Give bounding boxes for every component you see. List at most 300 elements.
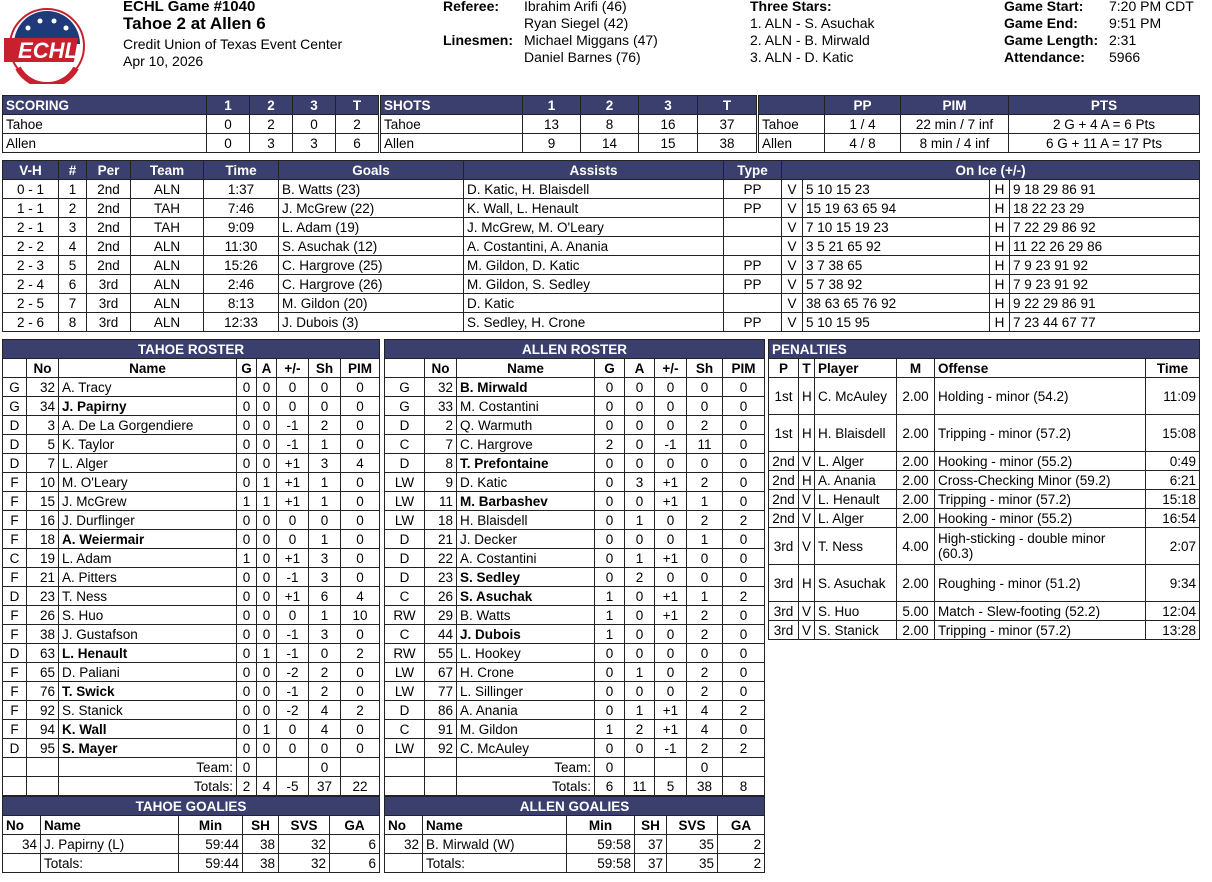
goalie-totals-row [385,854,765,873]
table-cell: 3rd [769,621,799,640]
table-cell: D [385,549,425,568]
table-cell: 32 [425,378,457,397]
table-cell: 0 [655,568,687,587]
table-cell: 2 [341,644,380,663]
table-cell: 6:21 [1146,471,1200,490]
table-cell: 5 10 15 95 [803,313,990,332]
table-cell: 0 [625,530,655,549]
star-2: 2. ALN - B. Mirwald [750,32,870,48]
roster-row [385,492,765,511]
table-cell: +1 [655,720,687,739]
table-cell: D. Katic [457,473,595,492]
table-cell: 6 [309,587,341,606]
roster-row [385,663,765,682]
penalties-header-row [769,359,1200,378]
table-cell: L. Sillinger [457,682,595,701]
table-cell: 1 [257,473,277,492]
table-cell: L. Hookey [457,644,595,663]
penalty-row [769,565,1200,602]
table-cell: 0 [687,644,723,663]
table-cell: G [3,378,27,397]
table-cell: 0 [277,397,309,416]
empty-cell [385,777,425,796]
table-cell: 2.00 [897,490,935,509]
column-header: P [769,359,799,378]
table-cell: 1 [595,720,625,739]
table-cell: 34 [27,397,59,416]
table-cell: 0 [257,701,277,720]
table-cell: 2 [341,701,380,720]
table-cell: F [3,473,27,492]
table-cell: Totals: [457,777,595,796]
table-cell: 0 [257,682,277,701]
table-cell: 4 [257,777,277,796]
table-cell: F [3,606,27,625]
table-cell: A. Tracy [59,378,237,397]
table-cell: 10 [341,606,380,625]
table-cell: +1 [655,549,687,568]
table-cell: 77 [425,682,457,701]
table-cell: 1 [687,587,723,606]
linesmen-label: Linesmen: [443,32,514,48]
table-cell: L. Henault [59,644,237,663]
table-cell: 2.00 [897,452,935,471]
table-cell: 16 [27,511,59,530]
table-cell: 4 / 8 [825,134,901,153]
table-cell: 0 [595,644,625,663]
table-cell: 2nd [87,218,131,237]
table-cell: Tripping - minor (57.2) [935,490,1146,509]
table-cell: 11 22 26 29 86 [1010,237,1200,256]
table-cell: 3rd [87,275,131,294]
table-cell: LW [385,492,425,511]
table-cell: 0 [723,416,765,435]
table-cell: J. Dubois (3) [279,313,464,332]
table-cell: +1 [655,606,687,625]
table-cell: 65 [27,663,59,682]
table-cell: 0 [341,397,380,416]
table-cell [277,758,309,777]
table-cell: 0 [595,663,625,682]
table-cell: 0 [237,397,257,416]
column-header: 2 [581,96,639,115]
column-header: V-H [3,161,59,180]
table-cell: 0 [257,530,277,549]
table-cell: 0 [257,663,277,682]
table-cell: 9 22 29 86 91 [1010,294,1200,313]
table-cell: 0 [595,701,625,720]
table-cell: 5 7 38 92 [803,275,990,294]
penalties-table [768,339,1200,640]
table-cell: 1 - 1 [3,199,59,218]
table-cell: 0 [341,492,380,511]
column-header: Goals [279,161,464,180]
table-cell: 35 [667,854,718,873]
table-cell: 0 [687,549,723,568]
table-cell: 2 [718,854,765,873]
table-cell: RW [385,606,425,625]
table-cell: F [3,568,27,587]
table-cell: 0 [277,530,309,549]
table-cell: 0 [655,682,687,701]
table-cell: 0 [341,720,380,739]
table-cell: 38 63 65 76 92 [803,294,990,313]
table-cell: L. Alger [59,454,237,473]
roster-row [3,568,380,587]
table-cell: 92 [425,739,457,758]
table-cell: 0 [257,568,277,587]
table-cell: Totals: [423,854,567,873]
empty-cell [3,777,27,796]
table-cell: 0 [341,378,380,397]
table-cell: 2 [237,777,257,796]
table-cell: 2 [425,416,457,435]
table-cell: V [799,528,815,565]
table-cell: 0 [723,720,765,739]
table-cell: 7 [27,454,59,473]
shots-table [380,95,757,153]
roster-row [3,378,380,397]
table-cell: -2 [277,701,309,720]
table-cell: 3 [59,218,87,237]
scoring-row [3,134,379,153]
table-cell: 0 [723,568,765,587]
table-cell: 2 [687,606,723,625]
table-cell: 2 [723,587,765,606]
table-cell: +1 [277,549,309,568]
table-cell: RW [385,644,425,663]
tahoe-goalies-header-row [3,816,380,835]
table-cell: H [799,415,815,452]
table-cell: 2 [595,435,625,454]
table-cell: 2 - 4 [3,275,59,294]
table-cell: C [385,625,425,644]
tahoe-roster-table [2,339,380,796]
roster-row [3,549,380,568]
table-cell: -5 [277,777,309,796]
table-cell: 2nd [87,180,131,199]
table-cell: Tahoe [759,115,825,134]
table-cell: J. Papirny [59,397,237,416]
table-cell: PP [724,256,782,275]
game-length-value: 2:31 [1109,32,1137,48]
table-cell: 3rd [769,602,799,621]
table-cell: Totals: [41,854,179,873]
table-cell: 3 [625,473,655,492]
table-cell: 0 [595,682,625,701]
table-cell: 0 [237,378,257,397]
table-cell: +1 [655,701,687,720]
table-cell: 0 [309,758,341,777]
column-header: G [237,359,257,378]
table-cell: LW [385,682,425,701]
table-cell: 7:46 [204,199,279,218]
table-cell: V [782,313,803,332]
game-start-label: Game Start: [1004,0,1084,14]
table-cell: 1 [625,549,655,568]
roster-row [385,644,765,663]
empty-cell [425,758,457,777]
table-cell: Allen [381,134,523,153]
table-cell: 0 [341,416,380,435]
table-cell: 0 [237,416,257,435]
column-header: PTS [1009,96,1200,115]
table-cell: 0 [237,758,257,777]
table-cell: 0 [237,568,257,587]
linesman-2: Daniel Barnes (76) [524,49,641,65]
table-cell: 37 [635,835,667,854]
table-cell: B. Watts [457,606,595,625]
table-cell: 1 [625,663,655,682]
table-cell: 0 [687,568,723,587]
table-cell: 38 [687,777,723,796]
table-cell: 0 [277,720,309,739]
penalty-row [769,602,1200,621]
table-cell: 2nd [769,452,799,471]
table-cell: G [3,397,27,416]
table-cell: 0 [625,378,655,397]
table-cell: 2 [625,568,655,587]
table-cell: Tahoe [381,115,523,134]
table-cell: 11:09 [1146,378,1200,415]
table-cell: M. Gildon (20) [279,294,464,313]
table-cell: B. Mirwald [457,378,595,397]
table-cell: Team: [59,758,237,777]
table-cell: D. Katic, H. Blaisdell [464,180,724,199]
table-cell: 0 [237,511,257,530]
table-cell: 94 [27,720,59,739]
table-cell: 0 [237,701,257,720]
table-cell: 0 [341,663,380,682]
table-cell: +1 [277,454,309,473]
allen-goalies-table [384,796,765,873]
table-cell: 9:34 [1146,565,1200,602]
roster-row [3,454,380,473]
table-cell: M. Gildon, D. Katic [464,256,724,275]
table-cell: 8 min / 4 inf [901,134,1009,153]
table-cell: 0 [257,511,277,530]
column-header: Player [815,359,897,378]
table-cell: 44 [425,625,457,644]
table-cell: 38 [243,835,279,854]
table-cell: 3 [250,134,293,153]
table-cell: K. Wall [59,720,237,739]
table-cell [655,758,687,777]
column-header: SVS [279,816,330,835]
table-cell: 9:09 [204,218,279,237]
table-cell: Holding - minor (54.2) [935,378,1146,415]
table-cell: +1 [655,473,687,492]
table-cell: PP [724,275,782,294]
allen-goalies-title: ALLEN GOALIES [385,797,765,816]
table-cell: 18 [425,511,457,530]
table-cell: 3rd [769,528,799,565]
table-cell: 2 [687,663,723,682]
table-cell: 5 [59,256,87,275]
table-cell: 2nd [769,509,799,528]
column-header: No [385,816,423,835]
table-cell: 1 [59,180,87,199]
column-header: PIM [901,96,1009,115]
column-header: PIM [723,359,765,378]
table-cell: 0 [257,587,277,606]
table-cell: M. O'Leary [59,473,237,492]
goal-row [3,237,1200,256]
attendance-label: Attendance: [1004,49,1085,65]
column-header: Name [41,816,179,835]
empty-cell [27,777,59,796]
table-cell: 0 [625,416,655,435]
table-cell: J. McGrew (22) [279,199,464,218]
table-cell: 7 9 23 91 92 [1010,275,1200,294]
table-cell: 13 [523,115,581,134]
table-cell: A. Anania [457,701,595,720]
table-cell: -1 [655,739,687,758]
table-cell: L. Henault [815,490,897,509]
table-cell: 1 [625,701,655,720]
table-cell: 0 [687,758,723,777]
table-cell: L. Alger [815,452,897,471]
table-cell: S. Asuchak [815,565,897,602]
table-cell: 15 [27,492,59,511]
roster-row [3,682,380,701]
table-cell: V [799,490,815,509]
table-cell: 3 [27,416,59,435]
table-cell: F [3,530,27,549]
table-cell: 2 [309,682,341,701]
table-cell: 22 [425,549,457,568]
table-cell: T. Ness [59,587,237,606]
roster-row [3,739,380,758]
table-cell: 5 [27,435,59,454]
roster-row [385,454,765,473]
table-cell: 6 [336,134,379,153]
roster-row [3,587,380,606]
table-cell: 2 [687,739,723,758]
table-cell: 0 [723,682,765,701]
table-cell: 0 [655,397,687,416]
table-cell: 0 [309,644,341,663]
column-header: +/- [655,359,687,378]
table-cell: 2.00 [897,471,935,490]
table-cell: 0 [655,511,687,530]
table-cell: 0 [625,397,655,416]
table-cell [723,758,765,777]
column-header: Time [204,161,279,180]
table-cell: 0 [341,625,380,644]
table-cell: 18 [27,530,59,549]
table-cell: 0 [309,378,341,397]
table-cell: 2 - 3 [3,256,59,275]
allen-roster-table [384,339,765,796]
matchup-title: Tahoe 2 at Allen 6 [123,14,266,33]
table-cell: H. Blaisdell [457,511,595,530]
table-cell: TAH [131,199,204,218]
table-cell: 0 [595,549,625,568]
table-cell: 2.00 [897,565,935,602]
referee-label: Referee: [443,0,500,14]
table-cell: S. Asuchak [457,587,595,606]
table-cell: 2:07 [1146,528,1200,565]
table-cell: 15 19 63 65 94 [803,199,990,218]
table-cell: 1 [687,492,723,511]
table-cell: 3rd [87,294,131,313]
table-cell: F [3,625,27,644]
table-cell: 0 [595,378,625,397]
table-cell: K. Wall, L. Henault [464,199,724,218]
table-cell: +1 [277,473,309,492]
table-cell: Tripping - minor (57.2) [935,621,1146,640]
goal-row [3,180,1200,199]
table-cell: 5.00 [897,602,935,621]
table-cell: 0 [237,720,257,739]
table-cell: 2 - 1 [3,218,59,237]
column-header: Time [1146,359,1200,378]
column-header: PP [825,96,901,115]
table-cell: 0 [257,739,277,758]
table-cell: 0 [341,530,380,549]
table-cell: 0 [257,454,277,473]
game-start-value: 7:20 PM CDT [1109,0,1194,14]
table-cell: 3 [309,568,341,587]
table-cell: 0 [625,606,655,625]
table-cell: H [990,256,1010,275]
table-cell [724,237,782,256]
column-header: SHOTS [381,96,523,115]
table-cell: G [385,378,425,397]
column-header: G [595,359,625,378]
table-cell: A. De La Gorgendiere [59,416,237,435]
table-cell: 0 [723,492,765,511]
table-cell: 7 22 29 86 92 [1010,218,1200,237]
roster-row [3,435,380,454]
roster-row [3,701,380,720]
table-cell: 0 [309,511,341,530]
table-cell: 0 [687,454,723,473]
penalty-row [769,528,1200,565]
table-cell: 7 [425,435,457,454]
empty-cell [3,854,41,873]
table-cell: 0 [595,530,625,549]
table-cell [724,218,782,237]
table-cell: 2 [687,416,723,435]
table-cell: Q. Warmuth [457,416,595,435]
table-cell: 26 [425,587,457,606]
echl-logo-icon [4,4,90,84]
roster-row [385,682,765,701]
table-cell: ALN [131,237,204,256]
team-row [3,758,380,777]
table-cell: 8 [425,454,457,473]
table-cell: 21 [425,530,457,549]
table-cell [724,294,782,313]
table-cell: 0 [655,644,687,663]
table-cell: H [799,565,815,602]
table-cell [625,758,655,777]
table-cell: 2 [687,682,723,701]
table-cell: 11 [625,777,655,796]
table-cell: Allen [759,134,825,153]
table-cell: 0 [625,739,655,758]
table-cell: 29 [425,606,457,625]
table-cell: 0 [655,663,687,682]
roster-row [385,606,765,625]
table-cell: 0 [237,739,257,758]
table-cell: 1 [309,606,341,625]
table-cell: PP [724,199,782,218]
table-cell: T. Prefontaine [457,454,595,473]
penalty-row [769,471,1200,490]
